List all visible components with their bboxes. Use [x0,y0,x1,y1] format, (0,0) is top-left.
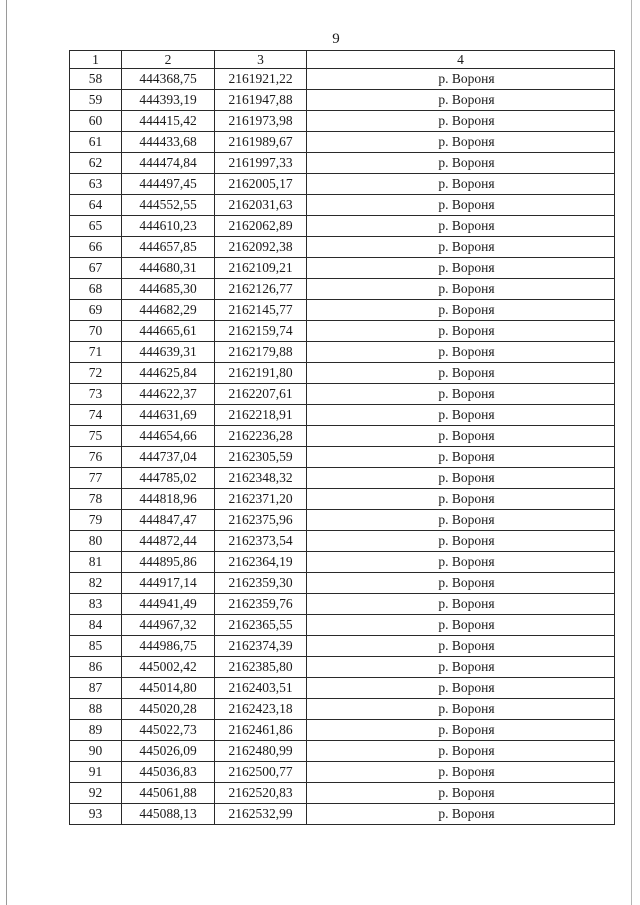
feature-name-cell: р. Вороня [307,258,615,279]
table-row [70,531,615,552]
x-coordinate-cell: 444433,68 [122,132,215,153]
x-coordinate-cell: 444474,84 [122,153,215,174]
point-number-cell: 91 [70,762,122,783]
point-number-cell: 73 [70,384,122,405]
point-number-cell: 80 [70,531,122,552]
point-number-cell: 79 [70,510,122,531]
y-coordinate-cell: 2162031,63 [215,195,307,216]
y-coordinate-cell: 2162374,39 [215,636,307,657]
point-number-cell: 67 [70,258,122,279]
table-row [70,216,615,237]
point-number-cell: 90 [70,741,122,762]
x-coordinate-cell: 445002,42 [122,657,215,678]
point-number-cell: 75 [70,426,122,447]
point-number-cell: 88 [70,699,122,720]
table-row [70,321,615,342]
x-coordinate-cell: 445088,13 [122,804,215,825]
table-row [70,447,615,468]
y-coordinate-cell: 2161997,33 [215,153,307,174]
point-number-cell: 85 [70,636,122,657]
column-header: 3 [215,51,307,69]
y-coordinate-cell: 2162109,21 [215,258,307,279]
point-number-cell: 81 [70,552,122,573]
table-row [70,279,615,300]
point-number-cell: 82 [70,573,122,594]
x-coordinate-cell: 444415,42 [122,111,215,132]
point-number-cell: 72 [70,363,122,384]
point-number-cell: 64 [70,195,122,216]
point-number-cell: 63 [70,174,122,195]
y-coordinate-cell: 2162005,17 [215,174,307,195]
point-number-cell: 70 [70,321,122,342]
point-number-cell: 76 [70,447,122,468]
table-row [70,363,615,384]
table-body [70,51,615,825]
point-number-cell: 58 [70,69,122,90]
table-row [70,783,615,804]
table-row [70,195,615,216]
x-coordinate-cell: 444610,23 [122,216,215,237]
x-coordinate-cell: 445061,88 [122,783,215,804]
page-number: 9 [332,31,340,47]
feature-name-cell: р. Вороня [307,69,615,90]
feature-name-cell: р. Вороня [307,111,615,132]
x-coordinate-cell: 445022,73 [122,720,215,741]
feature-name-cell: р. Вороня [307,699,615,720]
table-row [70,804,615,825]
y-coordinate-cell: 2162191,80 [215,363,307,384]
feature-name-cell: р. Вороня [307,132,615,153]
feature-name-cell: р. Вороня [307,636,615,657]
feature-name-cell: р. Вороня [307,321,615,342]
y-coordinate-cell: 2162520,83 [215,783,307,804]
y-coordinate-cell: 2162480,99 [215,741,307,762]
column-header: 4 [307,51,615,69]
y-coordinate-cell: 2162371,20 [215,489,307,510]
table-row [70,468,615,489]
table-row [70,510,615,531]
x-coordinate-cell: 444657,85 [122,237,215,258]
feature-name-cell: р. Вороня [307,720,615,741]
x-coordinate-cell: 444967,32 [122,615,215,636]
y-coordinate-cell: 2162092,38 [215,237,307,258]
y-coordinate-cell: 2161973,98 [215,111,307,132]
point-number-cell: 89 [70,720,122,741]
table-row [70,237,615,258]
feature-name-cell: р. Вороня [307,342,615,363]
table-header-row [70,51,615,69]
feature-name-cell: р. Вороня [307,195,615,216]
y-coordinate-cell: 2162532,99 [215,804,307,825]
feature-name-cell: р. Вороня [307,216,615,237]
x-coordinate-cell: 444818,96 [122,489,215,510]
coordinates-table [69,50,615,825]
y-coordinate-cell: 2161921,22 [215,69,307,90]
feature-name-cell: р. Вороня [307,300,615,321]
point-number-cell: 84 [70,615,122,636]
y-coordinate-cell: 2162373,54 [215,531,307,552]
feature-name-cell: р. Вороня [307,783,615,804]
y-coordinate-cell: 2162207,61 [215,384,307,405]
feature-name-cell: р. Вороня [307,678,615,699]
y-coordinate-cell: 2162062,89 [215,216,307,237]
y-coordinate-cell: 2162365,55 [215,615,307,636]
point-number-cell: 65 [70,216,122,237]
table-row [70,657,615,678]
point-number-cell: 69 [70,300,122,321]
scan-edge-left [6,0,7,905]
table-row [70,741,615,762]
table-row [70,615,615,636]
table-row [70,174,615,195]
point-number-cell: 87 [70,678,122,699]
point-number-cell: 62 [70,153,122,174]
point-number-cell: 68 [70,279,122,300]
x-coordinate-cell: 444737,04 [122,447,215,468]
feature-name-cell: р. Вороня [307,405,615,426]
y-coordinate-cell: 2162461,86 [215,720,307,741]
table-row [70,342,615,363]
table-row [70,384,615,405]
x-coordinate-cell: 444685,30 [122,279,215,300]
y-coordinate-cell: 2161989,67 [215,132,307,153]
point-number-cell: 60 [70,111,122,132]
feature-name-cell: р. Вороня [307,174,615,195]
y-coordinate-cell: 2162375,96 [215,510,307,531]
x-coordinate-cell: 444368,75 [122,69,215,90]
feature-name-cell: р. Вороня [307,489,615,510]
table-row [70,636,615,657]
table-row [70,426,615,447]
column-header: 2 [122,51,215,69]
point-number-cell: 59 [70,90,122,111]
scan-edge-right [631,0,632,905]
table-row [70,111,615,132]
table-row [70,573,615,594]
table-row [70,594,615,615]
y-coordinate-cell: 2162403,51 [215,678,307,699]
table-row [70,69,615,90]
table-row [70,90,615,111]
feature-name-cell: р. Вороня [307,447,615,468]
point-number-cell: 66 [70,237,122,258]
y-coordinate-cell: 2162348,32 [215,468,307,489]
feature-name-cell: р. Вороня [307,90,615,111]
y-coordinate-cell: 2162126,77 [215,279,307,300]
table-row [70,405,615,426]
x-coordinate-cell: 445026,09 [122,741,215,762]
feature-name-cell: р. Вороня [307,426,615,447]
y-coordinate-cell: 2162359,76 [215,594,307,615]
feature-name-cell: р. Вороня [307,531,615,552]
x-coordinate-cell: 444682,29 [122,300,215,321]
x-coordinate-cell: 444917,14 [122,573,215,594]
x-coordinate-cell: 444986,75 [122,636,215,657]
point-number-cell: 92 [70,783,122,804]
x-coordinate-cell: 444393,19 [122,90,215,111]
table-row [70,699,615,720]
y-coordinate-cell: 2162364,19 [215,552,307,573]
point-number-cell: 78 [70,489,122,510]
table-row [70,678,615,699]
feature-name-cell: р. Вороня [307,279,615,300]
feature-name-cell: р. Вороня [307,741,615,762]
point-number-cell: 93 [70,804,122,825]
table-row [70,762,615,783]
feature-name-cell: р. Вороня [307,153,615,174]
table-row [70,153,615,174]
y-coordinate-cell: 2162385,80 [215,657,307,678]
y-coordinate-cell: 2162236,28 [215,426,307,447]
feature-name-cell: р. Вороня [307,615,615,636]
x-coordinate-cell: 444895,86 [122,552,215,573]
x-coordinate-cell: 444631,69 [122,405,215,426]
x-coordinate-cell: 444552,55 [122,195,215,216]
table-row [70,720,615,741]
point-number-cell: 71 [70,342,122,363]
x-coordinate-cell: 444872,44 [122,531,215,552]
y-coordinate-cell: 2162359,30 [215,573,307,594]
y-coordinate-cell: 2162179,88 [215,342,307,363]
y-coordinate-cell: 2161947,88 [215,90,307,111]
table-row [70,489,615,510]
column-header: 1 [70,51,122,69]
x-coordinate-cell: 444639,31 [122,342,215,363]
x-coordinate-cell: 444785,02 [122,468,215,489]
x-coordinate-cell: 445014,80 [122,678,215,699]
x-coordinate-cell: 445020,28 [122,699,215,720]
x-coordinate-cell: 444941,49 [122,594,215,615]
y-coordinate-cell: 2162145,77 [215,300,307,321]
point-number-cell: 86 [70,657,122,678]
feature-name-cell: р. Вороня [307,237,615,258]
y-coordinate-cell: 2162305,59 [215,447,307,468]
table-row [70,132,615,153]
point-number-cell: 83 [70,594,122,615]
feature-name-cell: р. Вороня [307,804,615,825]
x-coordinate-cell: 444622,37 [122,384,215,405]
point-number-cell: 77 [70,468,122,489]
x-coordinate-cell: 444680,31 [122,258,215,279]
x-coordinate-cell: 445036,83 [122,762,215,783]
feature-name-cell: р. Вороня [307,762,615,783]
x-coordinate-cell: 444665,61 [122,321,215,342]
feature-name-cell: р. Вороня [307,657,615,678]
y-coordinate-cell: 2162500,77 [215,762,307,783]
feature-name-cell: р. Вороня [307,468,615,489]
feature-name-cell: р. Вороня [307,594,615,615]
x-coordinate-cell: 444625,84 [122,363,215,384]
feature-name-cell: р. Вороня [307,573,615,594]
y-coordinate-cell: 2162159,74 [215,321,307,342]
x-coordinate-cell: 444847,47 [122,510,215,531]
x-coordinate-cell: 444497,45 [122,174,215,195]
table-row [70,258,615,279]
point-number-cell: 61 [70,132,122,153]
feature-name-cell: р. Вороня [307,363,615,384]
table-row [70,300,615,321]
y-coordinate-cell: 2162423,18 [215,699,307,720]
y-coordinate-cell: 2162218,91 [215,405,307,426]
point-number-cell: 74 [70,405,122,426]
feature-name-cell: р. Вороня [307,384,615,405]
x-coordinate-cell: 444654,66 [122,426,215,447]
table-row [70,552,615,573]
feature-name-cell: р. Вороня [307,552,615,573]
feature-name-cell: р. Вороня [307,510,615,531]
